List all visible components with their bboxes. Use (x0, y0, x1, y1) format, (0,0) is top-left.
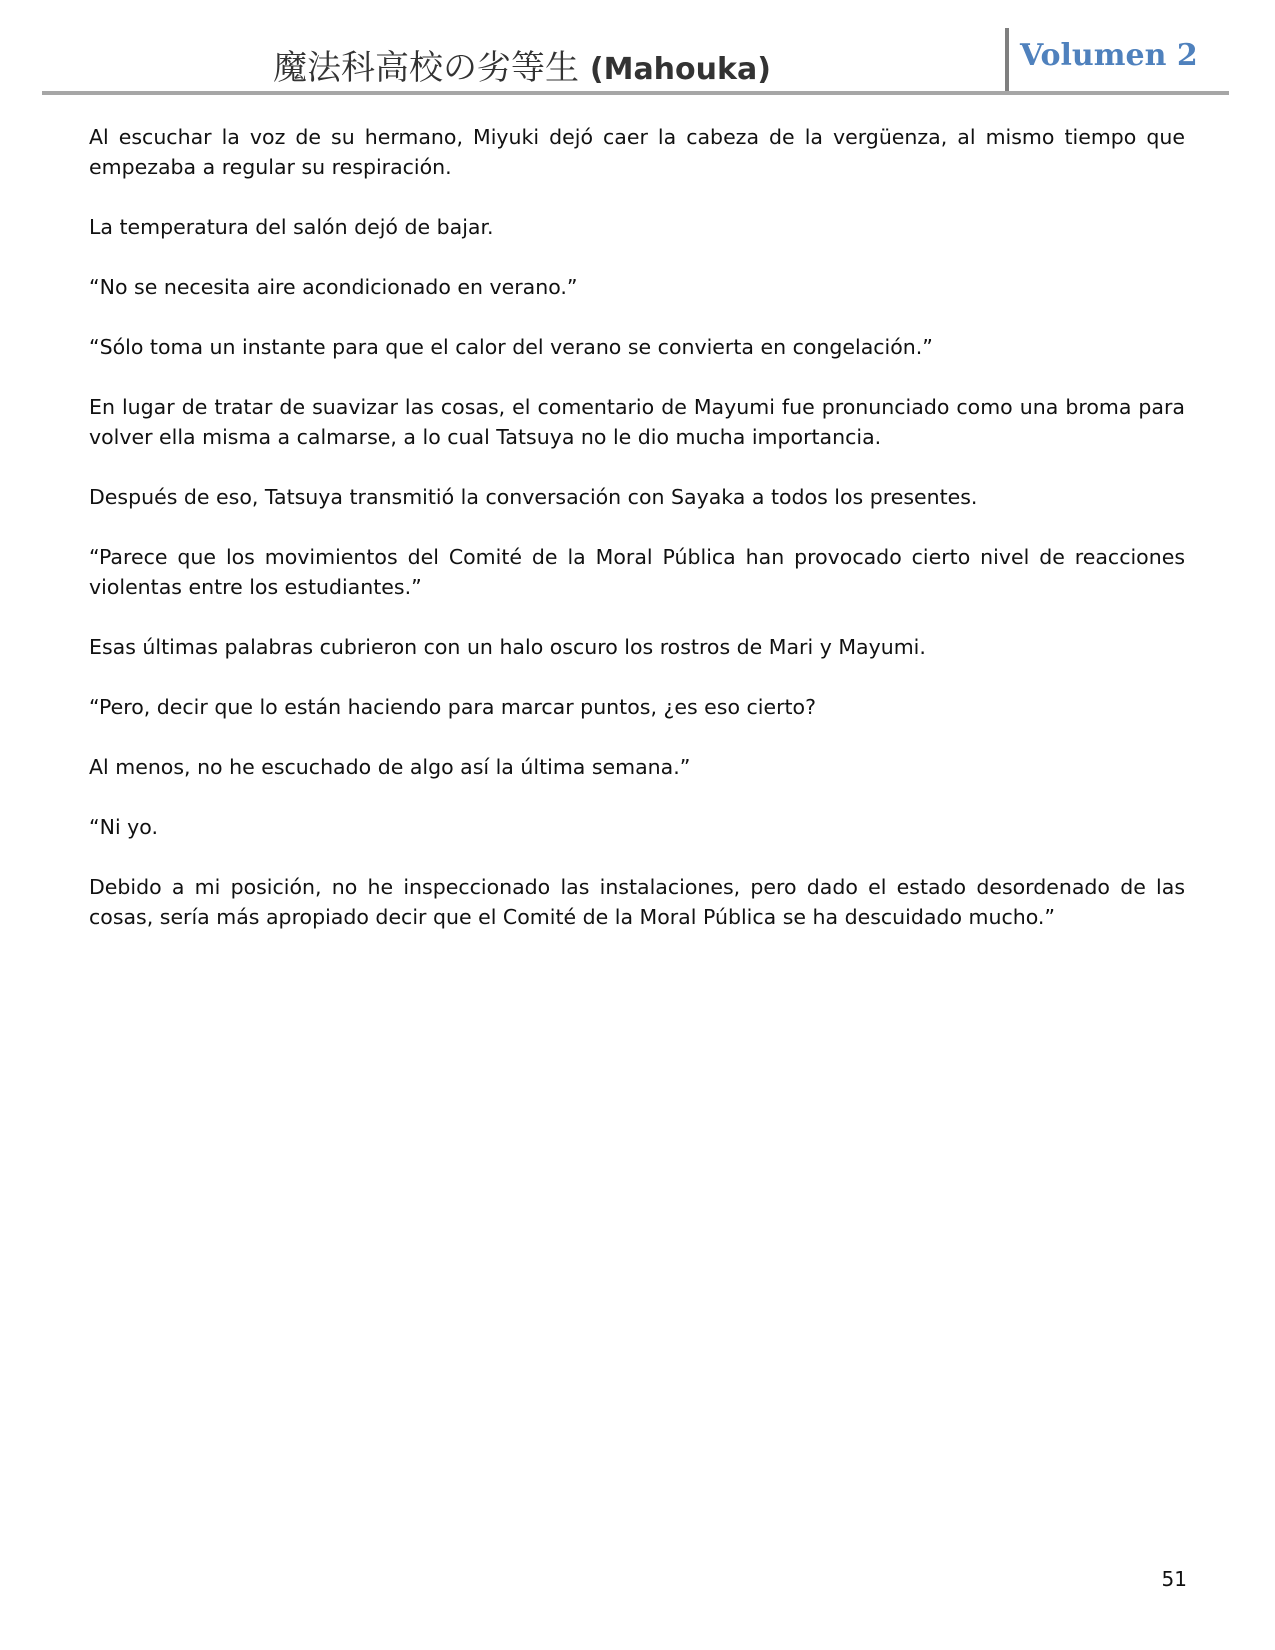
header-rule (42, 91, 1229, 95)
paragraph: “Ni yo. (89, 815, 158, 839)
paragraph: “Sólo toma un instante para que el calor del verano se convierta en congelación.” (89, 335, 933, 359)
book-title-latin: (Mahouka) (589, 52, 771, 87)
paragraph: La temperatura del salón dejó de bajar. (89, 215, 494, 239)
book-title (42, 40, 1002, 89)
paragraph: “Pero, decir que lo están haciendo para marcar puntos, ¿es eso cierto? (89, 695, 816, 719)
paragraph: Al escuchar la voz de su hermano, Miyuki dejó caer la cabeza de la vergüenza, al mismo tiempo que empezaba a regular su respiración. (89, 125, 1185, 179)
volume-label: Volumen 2 (1020, 38, 1198, 73)
page-body (89, 122, 1185, 962)
book-title-cjk: 魔法科高校の劣等生 (273, 48, 580, 88)
paragraph: “No se necesita aire acondicionado en verano.” (89, 275, 578, 299)
paragraph: Después de eso, Tatsuya transmitió la conversación con Sayaka a todos los presentes. (89, 485, 978, 509)
paragraph: “Parece que los movimientos del Comité de la Moral Pública han provocado cierto nivel de reacciones violentas entre los estudiantes.” (89, 545, 1185, 599)
paragraph: Esas últimas palabras cubrieron con un halo oscuro los rostros de Mari y Mayumi. (89, 635, 926, 659)
paragraph: Al menos, no he escuchado de algo así la última semana.” (89, 755, 691, 779)
page-number: 51 (1161, 1567, 1187, 1591)
paragraph: En lugar de tratar de suavizar las cosas, el comentario de Mayumi fue pronunciado como una broma para volver ella misma a calmarse, a lo cual Tatsuya no le dio mucha importancia. (89, 395, 1185, 449)
header-divider (1005, 28, 1009, 92)
page-header (42, 28, 1229, 94)
paragraph: Debido a mi posición, no he inspeccionado las instalaciones, pero dado el estado desordenado de las cosas, sería más apropiado decir que el Comité de la Moral Pública se ha descuidado mucho.” (89, 875, 1185, 929)
